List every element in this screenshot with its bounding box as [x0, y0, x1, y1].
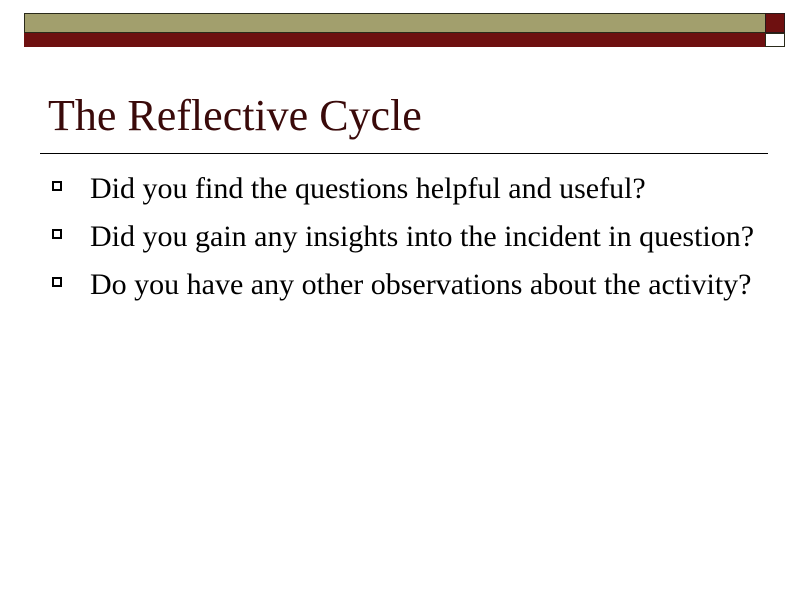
bullet-text-1: Did you find the questions helpful and useful? [90, 172, 646, 205]
header-olive-bar [24, 13, 766, 33]
slide-title: The Reflective Cycle [48, 91, 422, 140]
bullet-text-3: Do you have any other observations about the activity? [90, 268, 752, 301]
header-maroon-bar [24, 33, 766, 47]
hollow-square-bullet-icon [52, 181, 62, 191]
bullet-item-1 [50, 168, 760, 209]
bullet-item-3 [50, 264, 760, 305]
header-corner-square [765, 13, 785, 33]
header-corner-outline [765, 33, 785, 47]
hollow-square-bullet-icon [52, 277, 62, 287]
hollow-square-bullet-icon [52, 229, 62, 239]
title-divider [40, 153, 768, 154]
bullet-item-2 [50, 216, 760, 257]
bullet-text-2: Did you gain any insights into the incident in question? [90, 220, 755, 253]
bullet-list [50, 168, 760, 312]
